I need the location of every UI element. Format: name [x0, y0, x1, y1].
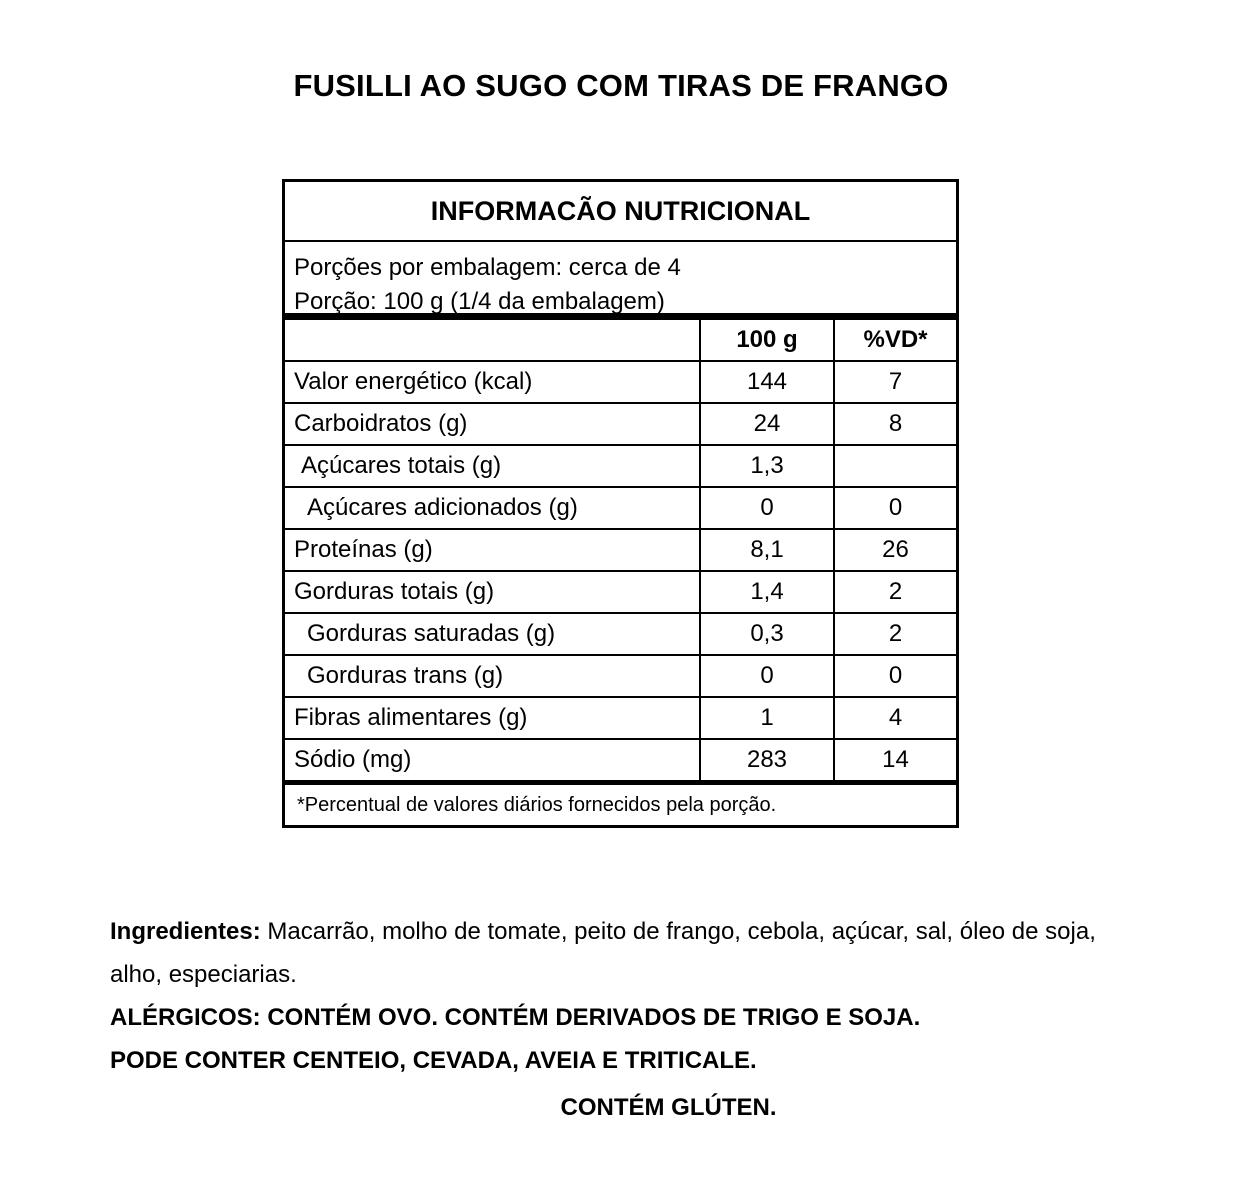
nutrient-label: Carboidratos (g)	[285, 403, 700, 445]
table-row	[285, 361, 956, 403]
nutrient-per-100g: 1	[700, 697, 834, 739]
ingredients-block	[110, 910, 1110, 1082]
nutrient-per-100g: 8,1	[700, 529, 834, 571]
nutrient-daily-value: 26	[834, 529, 956, 571]
table-row	[285, 739, 956, 783]
nutrient-per-100g: 283	[700, 739, 834, 783]
nutrient-label: Gorduras trans (g)	[285, 655, 700, 697]
product-title: FUSILLI AO SUGO COM TIRAS DE FRANGO	[293, 68, 949, 103]
nutrient-label: Sódio (mg)	[285, 739, 700, 783]
table-row	[285, 487, 956, 529]
table-row	[285, 403, 956, 445]
nutrient-daily-value: 2	[834, 571, 956, 613]
serving-info	[285, 242, 956, 320]
nutrient-daily-value: 8	[834, 403, 956, 445]
nutrient-per-100g: 144	[700, 361, 834, 403]
table-row	[285, 529, 956, 571]
nutrient-daily-value: 14	[834, 739, 956, 783]
nutrient-daily-value: 0	[834, 487, 956, 529]
nutrient-per-100g: 1,3	[700, 445, 834, 487]
may-contain-warning: PODE CONTER CENTEIO, CEVADA, AVEIA E TRITICALE.	[110, 1047, 757, 1074]
nutrition-facts-panel	[282, 179, 959, 828]
nutrient-daily-value	[834, 445, 956, 487]
nutrient-label: Gorduras totais (g)	[285, 571, 700, 613]
daily-value-footnote: *Percentual de valores diários fornecidos pela porção.	[297, 793, 777, 816]
header-label-cell	[285, 320, 700, 361]
servings-per-package: Porções por embalagem: cerca de 4	[294, 254, 681, 281]
nutrient-label: Fibras alimentares (g)	[285, 697, 700, 739]
nutrient-daily-value: 4	[834, 697, 956, 739]
nutrient-per-100g: 0	[700, 655, 834, 697]
nutrient-label: Açúcares adicionados (g)	[285, 487, 700, 529]
nutrient-per-100g: 24	[700, 403, 834, 445]
nutrient-per-100g: 0,3	[700, 613, 834, 655]
table-row	[285, 445, 956, 487]
nutrient-label: Proteínas (g)	[285, 529, 700, 571]
serving-size: Porção: 100 g (1/4 da embalagem)	[294, 288, 665, 315]
ingredients-list: Macarrão, molho de tomate, peito de frango, cebola, açúcar, sal, óleo de soja, alho, especiarias.	[110, 918, 1096, 988]
table-header-row	[285, 320, 956, 361]
nutrient-daily-value: 7	[834, 361, 956, 403]
table-row	[285, 571, 956, 613]
ingredients-text	[110, 910, 1110, 996]
nutrient-label: Valor energético (kcal)	[285, 361, 700, 403]
header-daily-value: %VD*	[834, 320, 956, 361]
ingredients-label: Ingredientes:	[110, 918, 261, 945]
header-per-100g: 100 g	[700, 320, 834, 361]
nutrient-label: Gorduras saturadas (g)	[285, 613, 700, 655]
nutrient-daily-value: 2	[834, 613, 956, 655]
nutrient-per-100g: 0	[700, 487, 834, 529]
table-row	[285, 697, 956, 739]
table-row	[285, 613, 956, 655]
nutrition-heading: INFORMACÃO NUTRICIONAL	[285, 182, 956, 242]
nutrient-per-100g: 1,4	[700, 571, 834, 613]
nutrient-label: Açúcares totais (g)	[285, 445, 700, 487]
allergen-warning: ALÉRGICOS: CONTÉM OVO. CONTÉM DERIVADOS DE TRIGO E SOJA.	[110, 1004, 921, 1031]
nutrient-daily-value: 0	[834, 655, 956, 697]
nutrition-table	[285, 320, 956, 785]
gluten-warning: CONTÉM GLÚTEN.	[560, 1094, 777, 1121]
table-row	[285, 655, 956, 697]
